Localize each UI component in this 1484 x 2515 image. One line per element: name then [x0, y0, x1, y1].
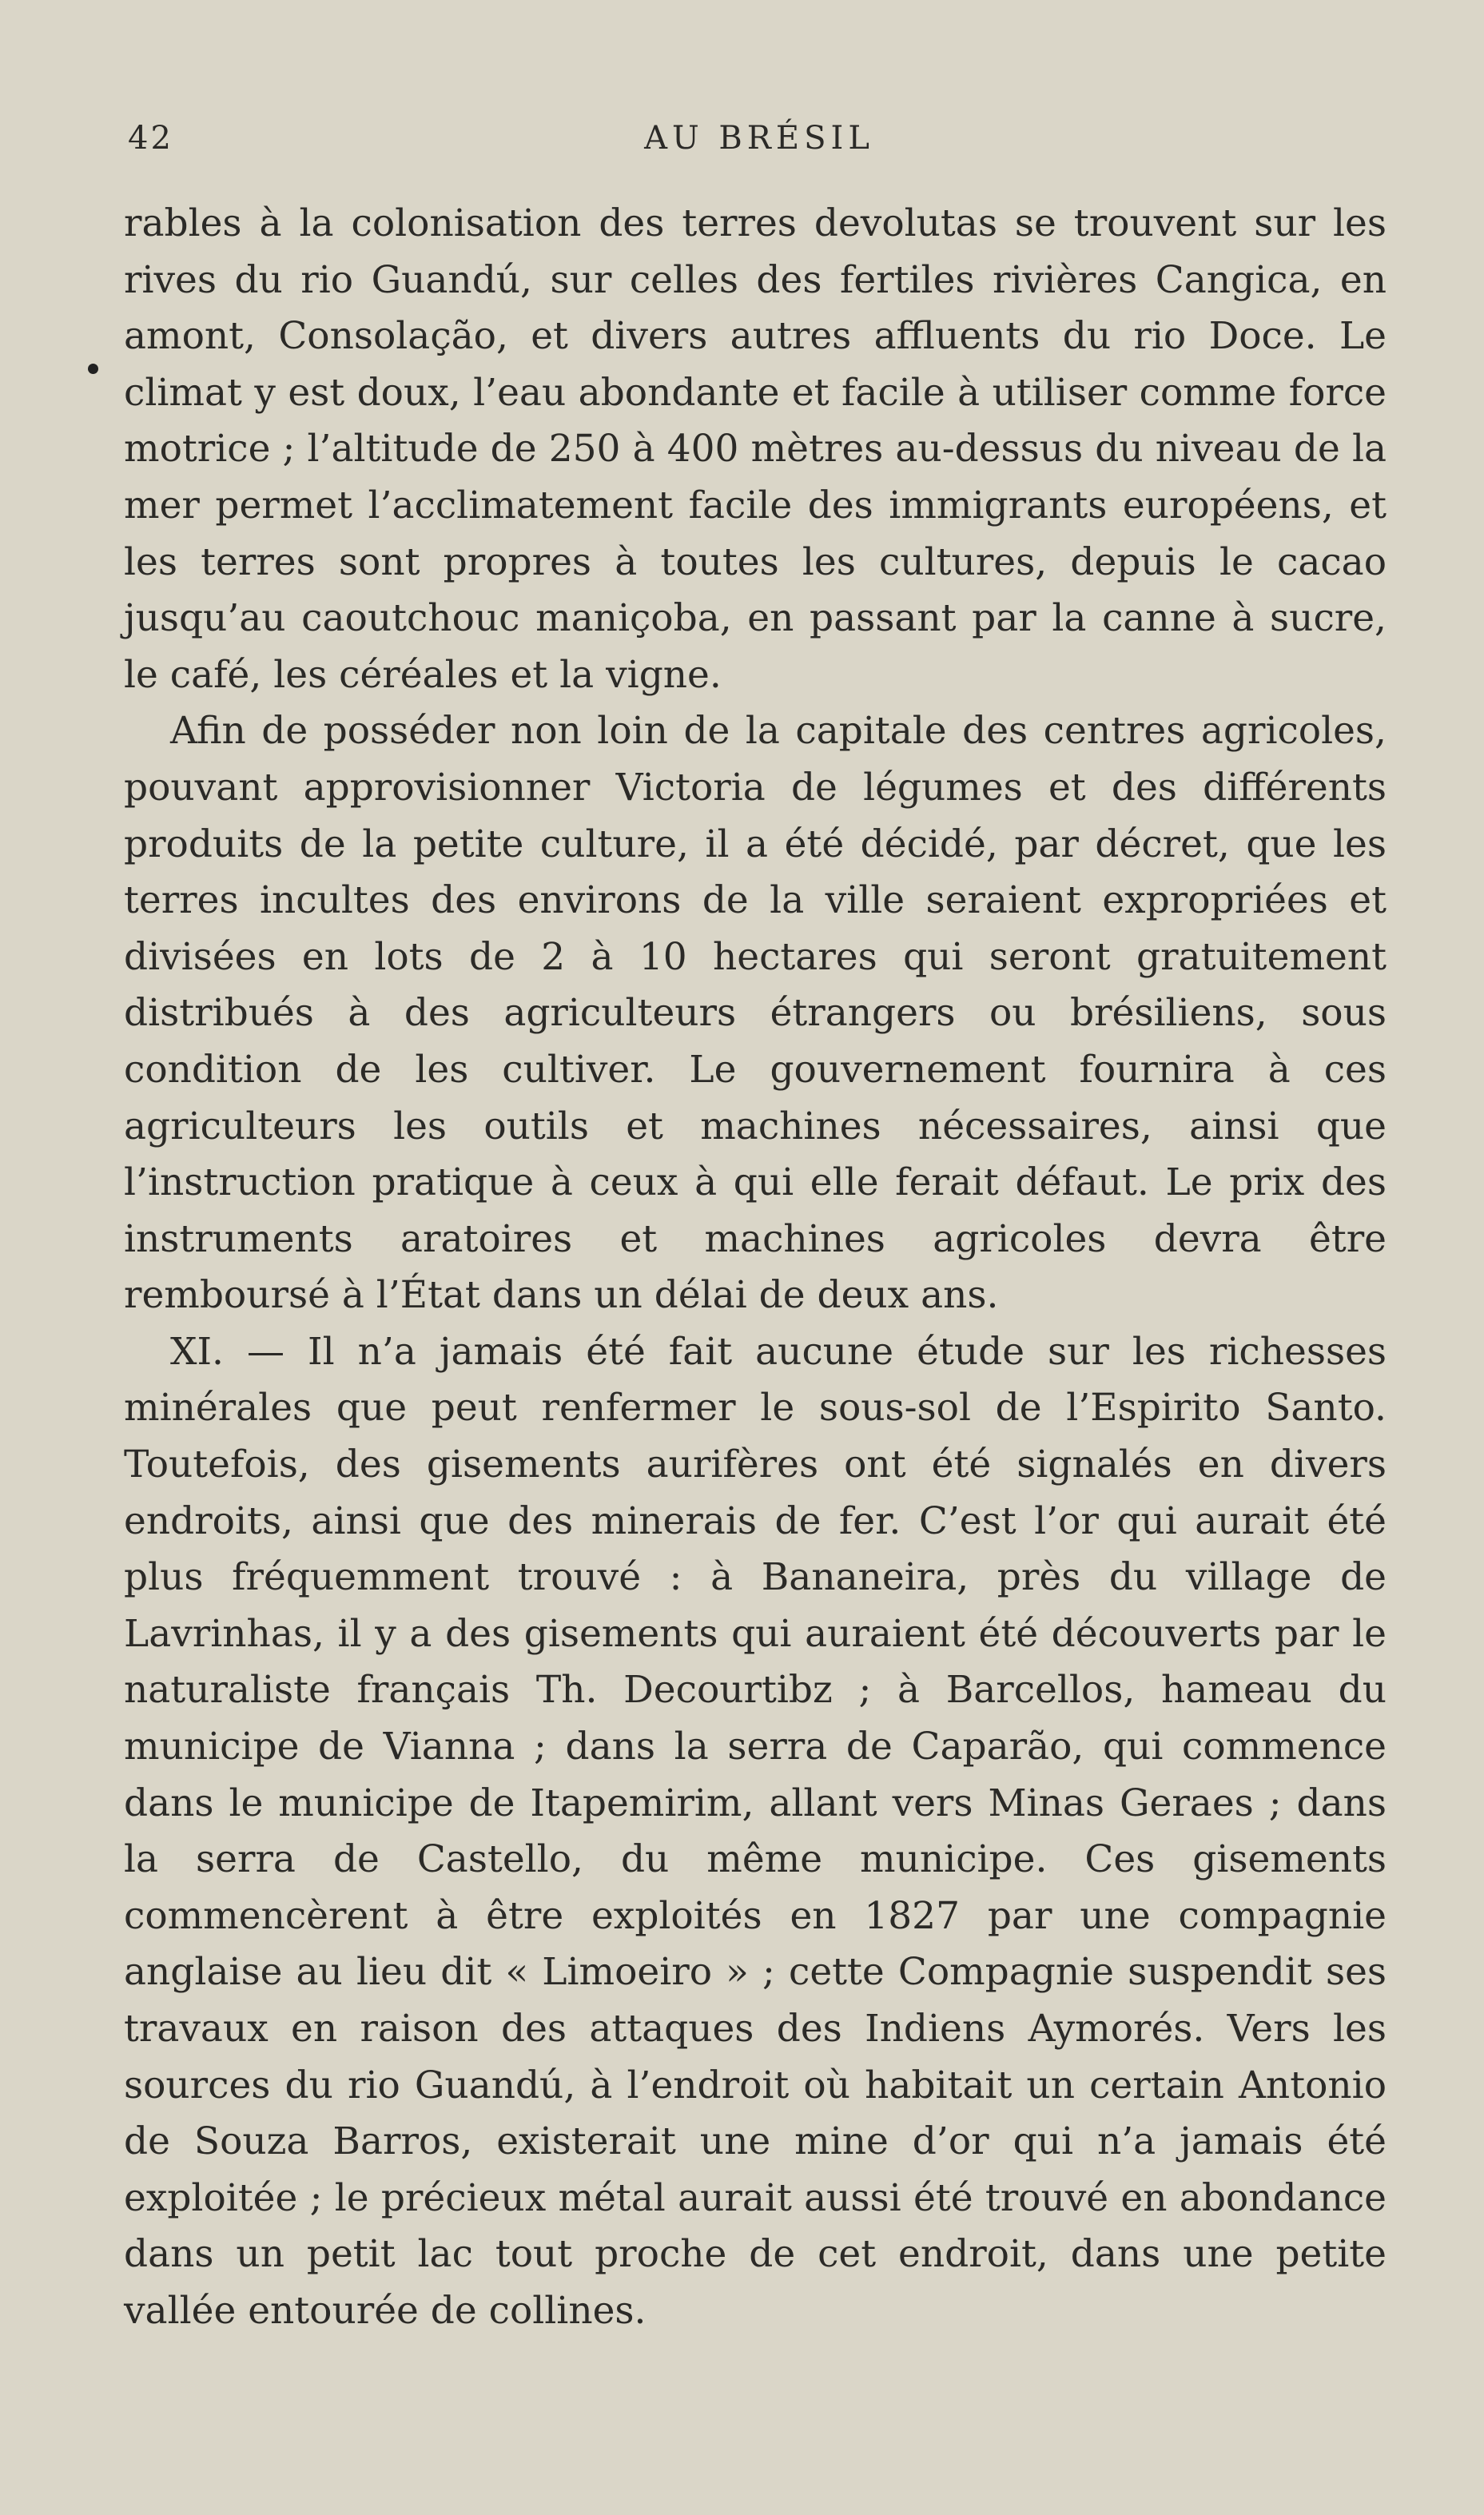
- running-title: AU BRÉSIL: [644, 120, 874, 157]
- paragraph-1: rables à la colonisation des terres devolutas se trouvent sur les rives du rio Guandú, sur celles des fertiles rivières Cangica, en amont, Consolação, et divers autres affluents du rio Doce. Le climat y est doux, l’eau abondante et facile à utiliser comme force motrice ; l’altitude de 250 à 400 mètres au-dessus du niveau de la mer permet l’acclimatement facile des immigrants européens, et les terres sont propres à toutes les cultures, depuis le cacao jusqu’au caoutchouc maniçoba, en passant par la canne à sucre, le café, les céréales et la vigne.: [124, 201, 1387, 697]
- body-text: [124, 196, 1387, 2340]
- margin-mark: [88, 364, 98, 374]
- paragraph-2: Afin de posséder non loin de la capitale des centres agricoles, pouvant approvisionner Victoria de légumes et des différents produits de la petite culture, il a été décidé, par décret, que les terres incultes des environs de la ville seraient expropriées et divisées en lots de 2 à 10 hectares qui seront gratuitement distribués à des agriculteurs étrangers ou brésiliens, sous condition de les cultiver. Le gouvernement fournira à ces agriculteurs les outils et machines nécessaires, ainsi que l’instruction pratique à ceux à qui elle ferait défaut. Le prix des instruments aratoires et machines agricoles devra être remboursé à l’État dans un délai de deux ans.: [124, 709, 1387, 1318]
- page-number: 42: [128, 120, 173, 157]
- running-head: [128, 120, 1391, 160]
- paragraph-3: XI. — Il n’a jamais été fait aucune étude sur les richesses minérales que peut renfermer le sous-sol de l’Espirito Santo. Toutefois, des gisements aurifères ont été signalés en divers endroits, ainsi que des minerais de fer. C’est l’or qui aurait été plus fréquemment trouvé : à Bananeira, près du village de Lavrinhas, il y a des gisements qui auraient été découverts par le naturaliste français Th. Decourtibz ; à Barcellos, hameau du municipe de Vianna ; dans la serra de Caparão, qui commence dans le municipe de Itapemirim, allant vers Minas Geraes ; dans la serra de Castello, du même municipe. Ces gisements commencèrent à être exploités en 1827 par une compagnie anglaise au lieu dit « Limoeiro » ; cette Compagnie suspendit ses travaux en raison des attaques des Indiens Aymorés. Vers les sources du rio Guandú, à l’endroit où habitait un certain Antonio de Souza Barros, existerait une mine d’or qui n’a jamais été exploitée ; le précieux métal aurait aussi été trouvé en abondance dans un petit lac tout proche de cet endroit, dans une petite vallée entourée de collines.: [124, 1329, 1387, 2333]
